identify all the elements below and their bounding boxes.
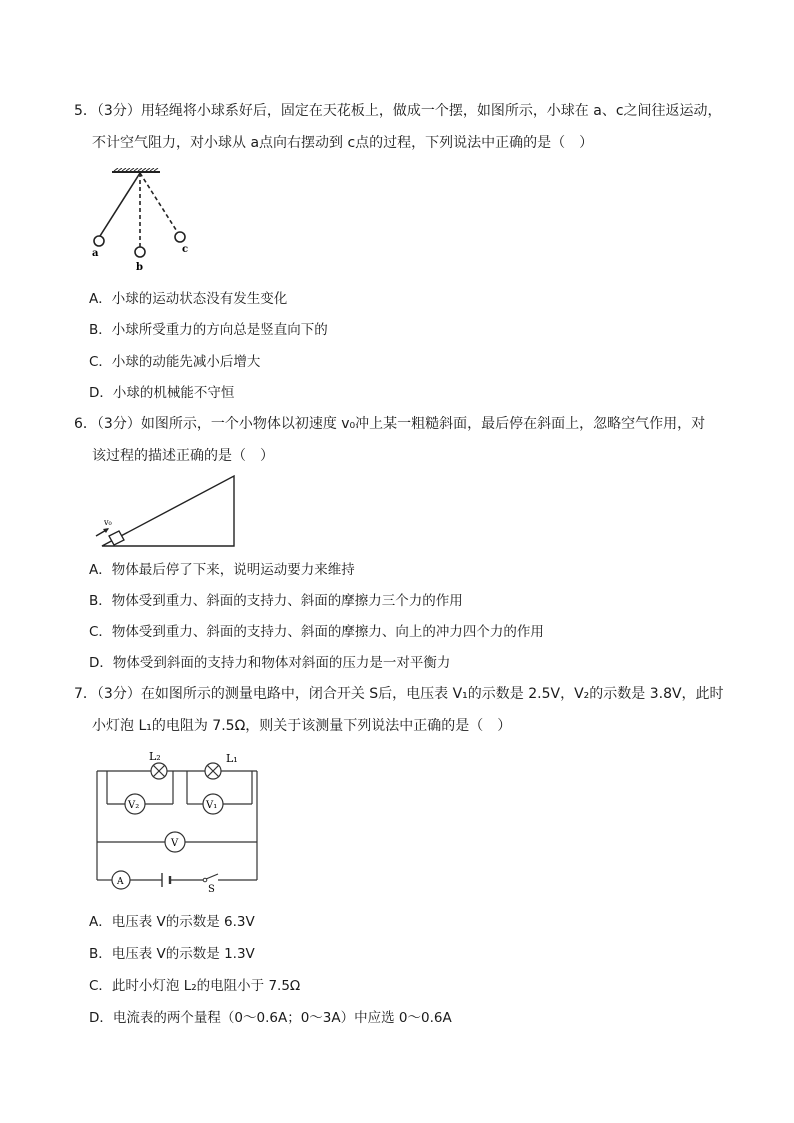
label-v: V	[171, 838, 179, 849]
q5-option-c[interactable]: C．小球的动能先减小后增大	[89, 354, 261, 370]
ball-a	[94, 236, 104, 246]
label-a: A	[117, 877, 124, 887]
q7-circuit-figure	[92, 752, 262, 892]
string-c	[140, 173, 178, 233]
ball-b	[135, 247, 145, 257]
ceiling-hatch	[114, 168, 158, 171]
q7-option-b[interactable]: B．电压表 V的示数是 1.3V	[89, 946, 255, 962]
q5-stem-line1: 5．（3分）用轻绳将小球系好后，固定在天花板上，做成一个摆，如图所示，小球在 a、c之间往返运动，	[74, 103, 722, 119]
block	[109, 531, 124, 545]
q5-option-a[interactable]: A．小球的运动状态没有发生变化	[89, 291, 288, 307]
q5-pendulum-figure	[88, 168, 208, 276]
q6-option-b[interactable]: B．物体受到重力、斜面的支持力、斜面的摩擦力三个力的作用	[89, 593, 463, 609]
q5-stem-line2: 不计空气阻力，对小球从 a点向右摆动到 c点的过程，下列说法中正确的是（ ）	[92, 135, 594, 151]
lamp-l2	[151, 763, 167, 779]
label-s: S	[208, 884, 215, 892]
lamp-l1	[205, 763, 221, 779]
q5-option-d[interactable]: D．小球的机械能不守恒	[89, 385, 235, 401]
label-v1: V₁	[206, 800, 218, 811]
label-v2: V₂	[128, 800, 140, 811]
label-l1: L₁	[226, 752, 238, 765]
label-a: a	[92, 248, 99, 259]
string-a	[100, 173, 140, 236]
q6-stem-line1: 6．（3分）如图所示，一个小物体以初速度 v₀冲上某一粗糙斜面，最后停在斜面上，忽略空气作用，对	[74, 416, 706, 432]
q5-option-b[interactable]: B．小球所受重力的方向总是竖直向下的	[89, 322, 328, 338]
q6-stem-line2: 该过程的描述正确的是（ ）	[92, 448, 274, 464]
label-l2: L₂	[149, 752, 161, 763]
q7-stem-line1: 7．（3分）在如图所示的测量电路中，闭合开关 S后，电压表 V₁的示数是 2.5V，V₂的示数是 3.8V，此时	[74, 686, 724, 702]
label-b: b	[136, 262, 143, 273]
label-c: c	[182, 244, 189, 255]
q6-option-d[interactable]: D．物体受到斜面的支持力和物体对斜面的压力是一对平衡力	[89, 655, 451, 671]
label-v0: v₀	[104, 518, 112, 527]
q6-option-a[interactable]: A．物体最后停了下来，说明运动要力来维持	[89, 562, 355, 578]
switch-blade	[206, 874, 218, 879]
q6-option-c[interactable]: C．物体受到重力、斜面的支持力、斜面的摩擦力、向上的冲力四个力的作用	[89, 624, 544, 640]
q7-option-d[interactable]: D．电流表的两个量程（0～0.6A；0～3A）中应选 0～0.6A	[89, 1010, 452, 1026]
q6-incline-figure	[92, 474, 242, 550]
ball-c	[175, 232, 185, 242]
q7-option-a[interactable]: A．电压表 V的示数是 6.3V	[89, 914, 255, 930]
q7-stem-line2: 小灯泡 L₁的电阻为 7.5Ω，则关于该测量下列说法中正确的是（ ）	[92, 718, 512, 734]
q7-option-c[interactable]: C．此时小灯泡 L₂的电阻小于 7.5Ω	[89, 978, 301, 994]
